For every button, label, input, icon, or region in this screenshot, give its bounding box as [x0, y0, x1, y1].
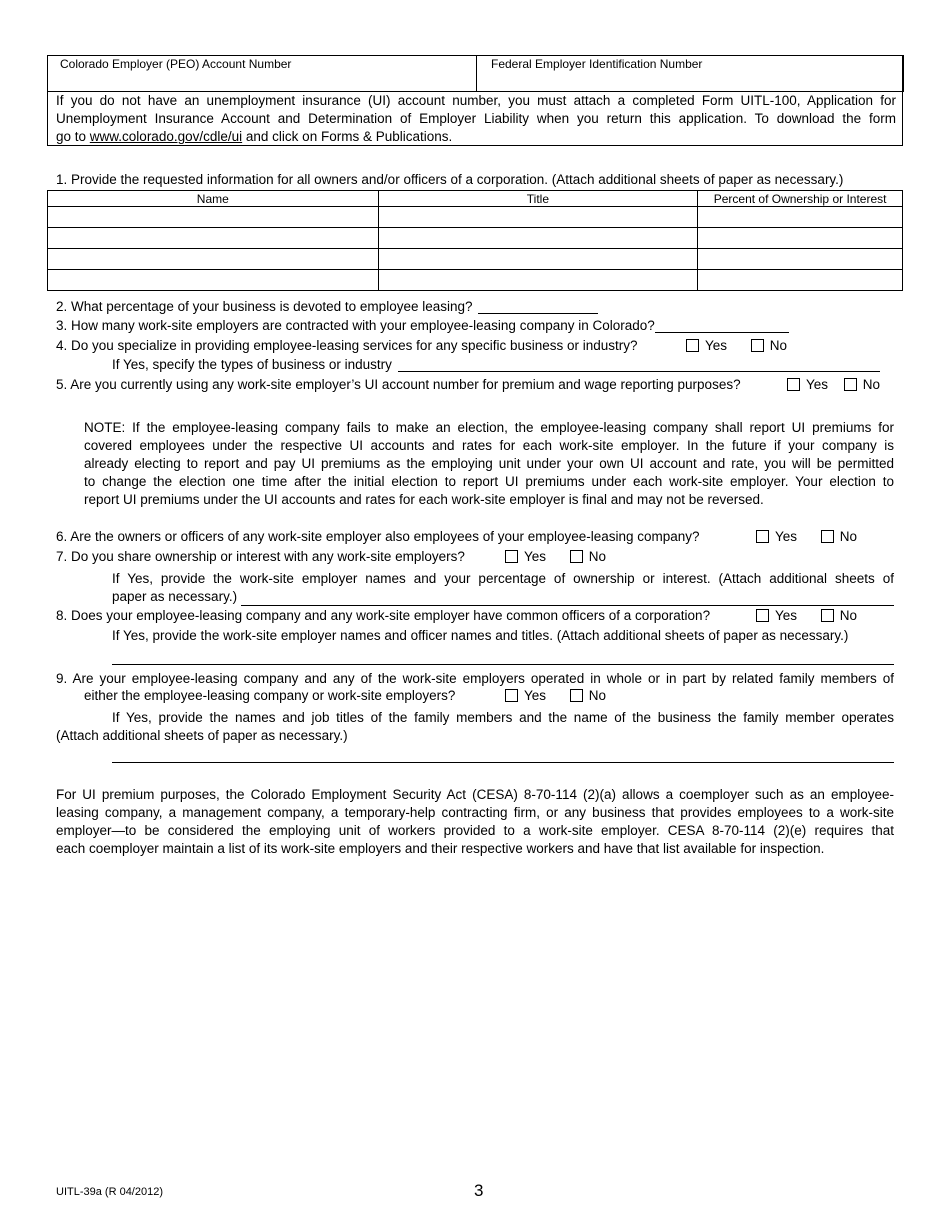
- no-label: No: [839, 529, 858, 544]
- q5-text: 5. Are you currently using any work-site employer’s UI account number for premium and wage reporting purposes?: [56, 377, 741, 392]
- table-row: [48, 270, 903, 291]
- q4-yes-checkbox[interactable]: [686, 339, 699, 352]
- owners-table: [47, 190, 903, 291]
- fein-label: Federal Employer Identification Number: [491, 57, 703, 71]
- q7-followup-line2: paper as necessary.): [112, 589, 238, 604]
- q4-followup-text: If Yes, specify the types of business or industry: [112, 357, 392, 372]
- q4-options: [686, 338, 787, 355]
- q5-yes-checkbox[interactable]: [787, 378, 800, 391]
- q4-yes-option[interactable]: [686, 338, 727, 353]
- percent-cell[interactable]: [698, 228, 903, 249]
- percent-cell[interactable]: [698, 270, 903, 291]
- q1-text: 1. Provide the requested information for all owners and/or officers of a corporation. (Attach additional sheets of paper as necessary.): [56, 172, 844, 187]
- q6: [56, 529, 700, 544]
- q8-no-checkbox[interactable]: [821, 609, 834, 622]
- name-cell[interactable]: [48, 270, 379, 291]
- q8-answer-line[interactable]: [112, 664, 894, 665]
- title-cell[interactable]: [378, 270, 698, 291]
- co-account-label: Colorado Employer (PEO) Account Number: [60, 57, 292, 71]
- name-cell[interactable]: [48, 249, 379, 270]
- q9-followup-line1: If Yes, provide the names and job titles of the family members and the name of the business the family member operates: [112, 710, 894, 725]
- q8-followup: If Yes, provide the work-site employer names and officer names and titles. (Attach additional sheets of paper as necessary.): [112, 628, 849, 643]
- form-id: UITL-39a (R 04/2012): [56, 1186, 163, 1198]
- q7-yes-checkbox[interactable]: [505, 550, 518, 563]
- table-row: [48, 207, 903, 228]
- note-line2: covered employees under the respective UI accounts and rates for each work-site employer. In the future if your company is: [84, 438, 894, 453]
- name-cell[interactable]: [48, 207, 379, 228]
- no-label: No: [588, 688, 607, 703]
- q2-answer-line[interactable]: [478, 299, 598, 314]
- q7-followup-line[interactable]: [241, 591, 894, 606]
- account-number-box: [47, 55, 903, 146]
- q2: [56, 299, 598, 314]
- q4-followup: [112, 357, 880, 372]
- no-label: No: [769, 338, 788, 353]
- table-row: [48, 228, 903, 249]
- account-note-line3: [56, 128, 896, 146]
- q7-followup-line1: If Yes, provide the work-site employer names and your percentage of ownership or interest. (Attach additional sheets of: [112, 571, 894, 586]
- yes-label: Yes: [806, 377, 829, 392]
- q8-no-option[interactable]: [821, 608, 857, 623]
- q6-options: [756, 529, 857, 546]
- q5: [56, 377, 741, 392]
- yes-label: Yes: [775, 608, 798, 623]
- note-line5: report UI premiums under the UI accounts and rates for each work-site employer is final and may not be reversed.: [84, 492, 764, 507]
- q4-text: 4. Do you specialize in providing employee-leasing services for any specific business or industry?: [56, 338, 638, 353]
- q9-followup-line2: (Attach additional sheets of paper as necessary.): [56, 728, 348, 743]
- q8-options: [756, 608, 857, 625]
- q7-yes-option[interactable]: [505, 549, 546, 564]
- no-label: No: [839, 608, 858, 623]
- cesa-line3: employer—to be considered the employing unit of workers provided to a work-site employer. CESA 8-70-114 (2)(e) requires that: [56, 823, 894, 838]
- q6-yes-checkbox[interactable]: [756, 530, 769, 543]
- note-pre: go to: [56, 129, 87, 144]
- account-note: [56, 92, 896, 146]
- q6-no-option[interactable]: [821, 529, 857, 544]
- q8: [56, 608, 710, 623]
- q8-yes-option[interactable]: [756, 608, 797, 623]
- account-note-line2: Unemployment Insurance Account and Determination of Employer Liability when you return this application. To download the form: [56, 111, 896, 126]
- q7-no-option[interactable]: [570, 549, 606, 564]
- owners-header-row: [48, 191, 903, 207]
- yes-label: Yes: [524, 549, 547, 564]
- q9-line2: either the employee-leasing company or work-site employers?: [84, 688, 456, 703]
- name-cell[interactable]: [48, 228, 379, 249]
- q9-yes-checkbox[interactable]: [505, 689, 518, 702]
- q9-answer-line[interactable]: [112, 762, 894, 763]
- col-title: Title: [378, 191, 698, 207]
- q5-no-checkbox[interactable]: [844, 378, 857, 391]
- q9-yes-option[interactable]: [505, 688, 546, 703]
- q4-no-checkbox[interactable]: [751, 339, 764, 352]
- election-note: [84, 419, 894, 509]
- q2-text: 2. What percentage of your business is devoted to employee leasing?: [56, 299, 473, 314]
- q7-followup: [112, 570, 894, 606]
- cesa-paragraph: [56, 786, 894, 858]
- q9-no-checkbox[interactable]: [570, 689, 583, 702]
- q3: [56, 318, 789, 333]
- percent-cell[interactable]: [698, 249, 903, 270]
- col-percent: Percent of Ownership or Interest: [698, 191, 903, 207]
- q7-options: [505, 549, 606, 566]
- q8-yes-checkbox[interactable]: [756, 609, 769, 622]
- q4: [56, 338, 638, 353]
- page-number: 3: [474, 1181, 484, 1200]
- q5-options: [787, 377, 880, 394]
- title-cell[interactable]: [378, 249, 698, 270]
- q9: [56, 670, 894, 688]
- yes-label: Yes: [775, 529, 798, 544]
- col-name: Name: [48, 191, 379, 207]
- q9-options: [505, 688, 606, 705]
- q6-yes-option[interactable]: [756, 529, 797, 544]
- co-account-field[interactable]: [47, 55, 477, 92]
- q6-text: 6. Are the owners or officers of any work-site employer also employees of your employee-leasing company?: [56, 529, 700, 544]
- fein-field[interactable]: [476, 55, 904, 92]
- account-note-line1: If you do not have an unemployment insurance (UI) account number, you must attach a completed Form UITL-100, Application for: [56, 93, 896, 108]
- q6-no-checkbox[interactable]: [821, 530, 834, 543]
- q9-followup: [56, 709, 894, 745]
- q5-no-option[interactable]: [844, 377, 880, 392]
- note-line4: to change the election one time after the initial election to report UI premiums under each work-site employer. Your election to: [84, 474, 894, 489]
- q4-no-option[interactable]: [751, 338, 787, 353]
- cdle-link[interactable]: www.colorado.gov/cdle/ui: [89, 129, 243, 144]
- cesa-line1: For UI premium purposes, the Colorado Employment Security Act (CESA) 8-70-114 (2)(a) allows a coemployer such as an employee-: [56, 787, 894, 802]
- yes-label: Yes: [705, 338, 728, 353]
- cesa-line2: leasing company, a management company, a temporary-help contracting firm, or any business that provides employees to a work-site: [56, 805, 894, 820]
- percent-cell[interactable]: [698, 207, 903, 228]
- note-line1: NOTE: If the employee-leasing company fails to make an election, the employee-leasing company shall report UI premiums for: [84, 420, 894, 435]
- no-label: No: [862, 377, 881, 392]
- q7-no-checkbox[interactable]: [570, 550, 583, 563]
- title-cell[interactable]: [378, 207, 698, 228]
- cesa-line4: each coemployer maintain a list of its work-site employers and their respective workers and have that list available for inspection.: [56, 841, 825, 856]
- note-post: and click on Forms & Publications.: [245, 129, 453, 144]
- q7: [56, 549, 465, 564]
- yes-label: Yes: [524, 688, 547, 703]
- q3-answer-line[interactable]: [655, 318, 789, 333]
- q9-no-option[interactable]: [570, 688, 606, 703]
- table-row: [48, 249, 903, 270]
- q5-yes-option[interactable]: [787, 377, 828, 392]
- q8-text: 8. Does your employee-leasing company and any work-site employer have common officers of a corporation?: [56, 608, 711, 623]
- q4-followup-line[interactable]: [398, 357, 880, 372]
- title-cell[interactable]: [378, 228, 698, 249]
- note-line3: already electing to report and pay UI premiums as the employing unit under your own UI account and rate, you will be permitted: [84, 456, 894, 471]
- q7-text: 7. Do you share ownership or interest with any work-site employers?: [56, 549, 465, 564]
- no-label: No: [588, 549, 607, 564]
- q3-text: 3. How many work-site employers are contracted with your employee-leasing company in Colorado?: [56, 318, 655, 333]
- q9-line1: 9. Are your employee-leasing company and any of the work-site employers operated in whole or in part by related family members of: [56, 671, 894, 686]
